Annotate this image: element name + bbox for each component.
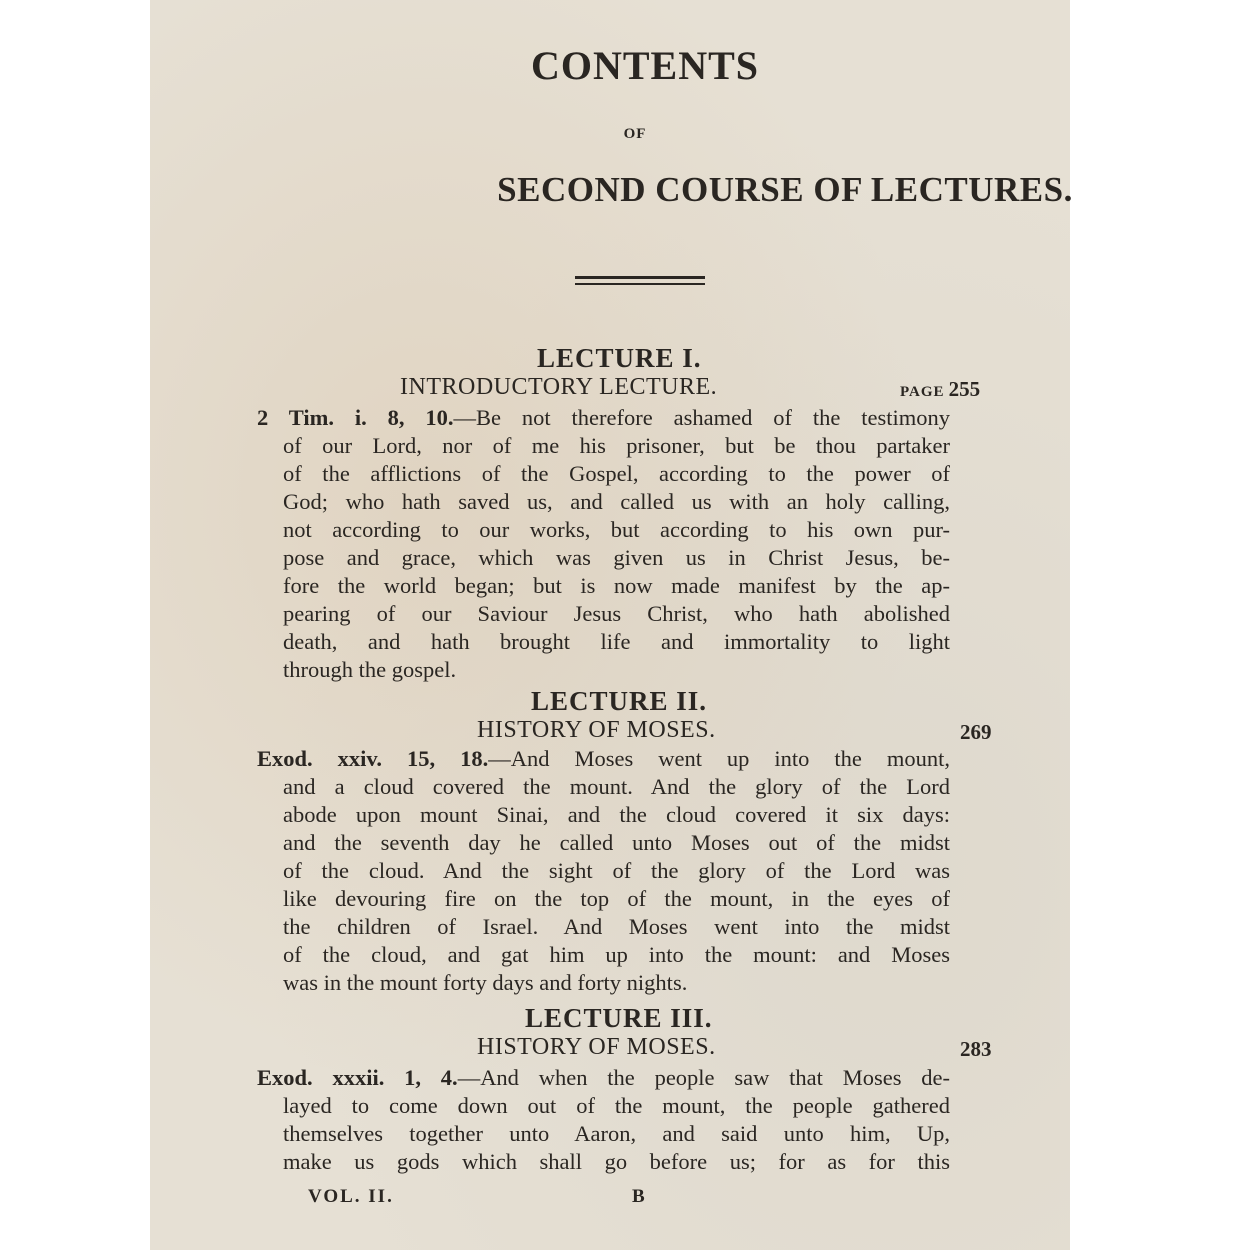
scripture-line: the children of Israel. And Moses went into the midst bbox=[283, 914, 950, 939]
lecture-title: HISTORY OF MOSES. bbox=[477, 717, 716, 743]
scripture-reference: 2 Tim. i. 8, 10. bbox=[257, 405, 454, 430]
volume-marker: VOL. II. bbox=[308, 1186, 394, 1207]
scripture-line: pearing of our Saviour Jesus Christ, who hath abolished bbox=[283, 601, 950, 626]
book-page bbox=[150, 0, 1073, 1250]
page-label: PAGE bbox=[900, 384, 945, 400]
scripture-line: make us gods which shall go before us; for as for this bbox=[283, 1149, 950, 1174]
scripture-line: layed to come down out of the mount, the people gathered bbox=[283, 1093, 950, 1118]
lecture-title: HISTORY OF MOSES. bbox=[477, 1034, 716, 1060]
page-number: 269 bbox=[960, 720, 992, 744]
scripture-line: themselves together unto Aaron, and said unto him, Up, bbox=[283, 1121, 950, 1146]
scripture-line: of the cloud. And the sight of the glory of the Lord was bbox=[283, 858, 950, 883]
lecture-heading: LECTURE II. bbox=[531, 686, 708, 716]
page-value: 255 bbox=[948, 377, 981, 401]
scripture-line: abode upon mount Sinai, and the cloud covered it six days: bbox=[283, 802, 950, 827]
scripture-line: and a cloud covered the mount. And the glory of the Lord bbox=[283, 774, 950, 799]
page-number: 283 bbox=[960, 1037, 992, 1061]
scripture-line: of the afflictions of the Gospel, according to the power of bbox=[283, 461, 950, 486]
scripture-reference: Exod. xxiv. 15, 18. bbox=[257, 746, 489, 771]
scripture-line: like devouring fire on the top of the mount, in the eyes of bbox=[283, 886, 950, 911]
scripture-reference: Exod. xxxii. 1, 4. bbox=[257, 1065, 458, 1090]
title-connector: OF bbox=[623, 126, 647, 142]
scripture-line: fore the world began; but is now made manifest by the ap- bbox=[283, 573, 950, 598]
scripture-line: God; who hath saved us, and called us with an holy calling, bbox=[283, 489, 950, 514]
scripture-line: not according to our works, but according to his own pur- bbox=[283, 517, 950, 542]
lecture-heading: LECTURE I. bbox=[537, 343, 702, 373]
lecture-title: INTRODUCTORY LECTURE. bbox=[400, 374, 718, 400]
scripture-line: and the seventh day he called unto Moses out of the midst bbox=[283, 830, 950, 855]
ornamental-rule bbox=[575, 276, 705, 285]
scripture-line: was in the mount forty days and forty nights. bbox=[283, 970, 688, 995]
page-title: CONTENTS bbox=[530, 43, 760, 88]
scripture-line: death, and hath brought life and immortality to light bbox=[283, 629, 950, 654]
scripture-line: Exod. xxiv. 15, 18.—And Moses went up into the mount, bbox=[257, 746, 950, 771]
scripture-line: of the cloud, and gat him up into the mount: and Moses bbox=[283, 942, 950, 967]
scripture-line: of our Lord, nor of me his prisoner, but be thou partaker bbox=[283, 433, 950, 458]
signature-mark: B bbox=[632, 1186, 647, 1207]
page-subtitle: SECOND COURSE OF LECTURES. bbox=[497, 170, 1073, 209]
page-number bbox=[900, 377, 980, 402]
scripture-line: through the gospel. bbox=[283, 657, 457, 682]
scripture-line: pose and grace, which was given us in Christ Jesus, be- bbox=[283, 545, 950, 570]
scripture-line: 2 Tim. i. 8, 10.—Be not therefore ashamed of the testimony bbox=[257, 405, 950, 430]
lecture-heading: LECTURE III. bbox=[525, 1003, 713, 1033]
scripture-line: Exod. xxxii. 1, 4.—And when the people saw that Moses de- bbox=[257, 1065, 950, 1090]
